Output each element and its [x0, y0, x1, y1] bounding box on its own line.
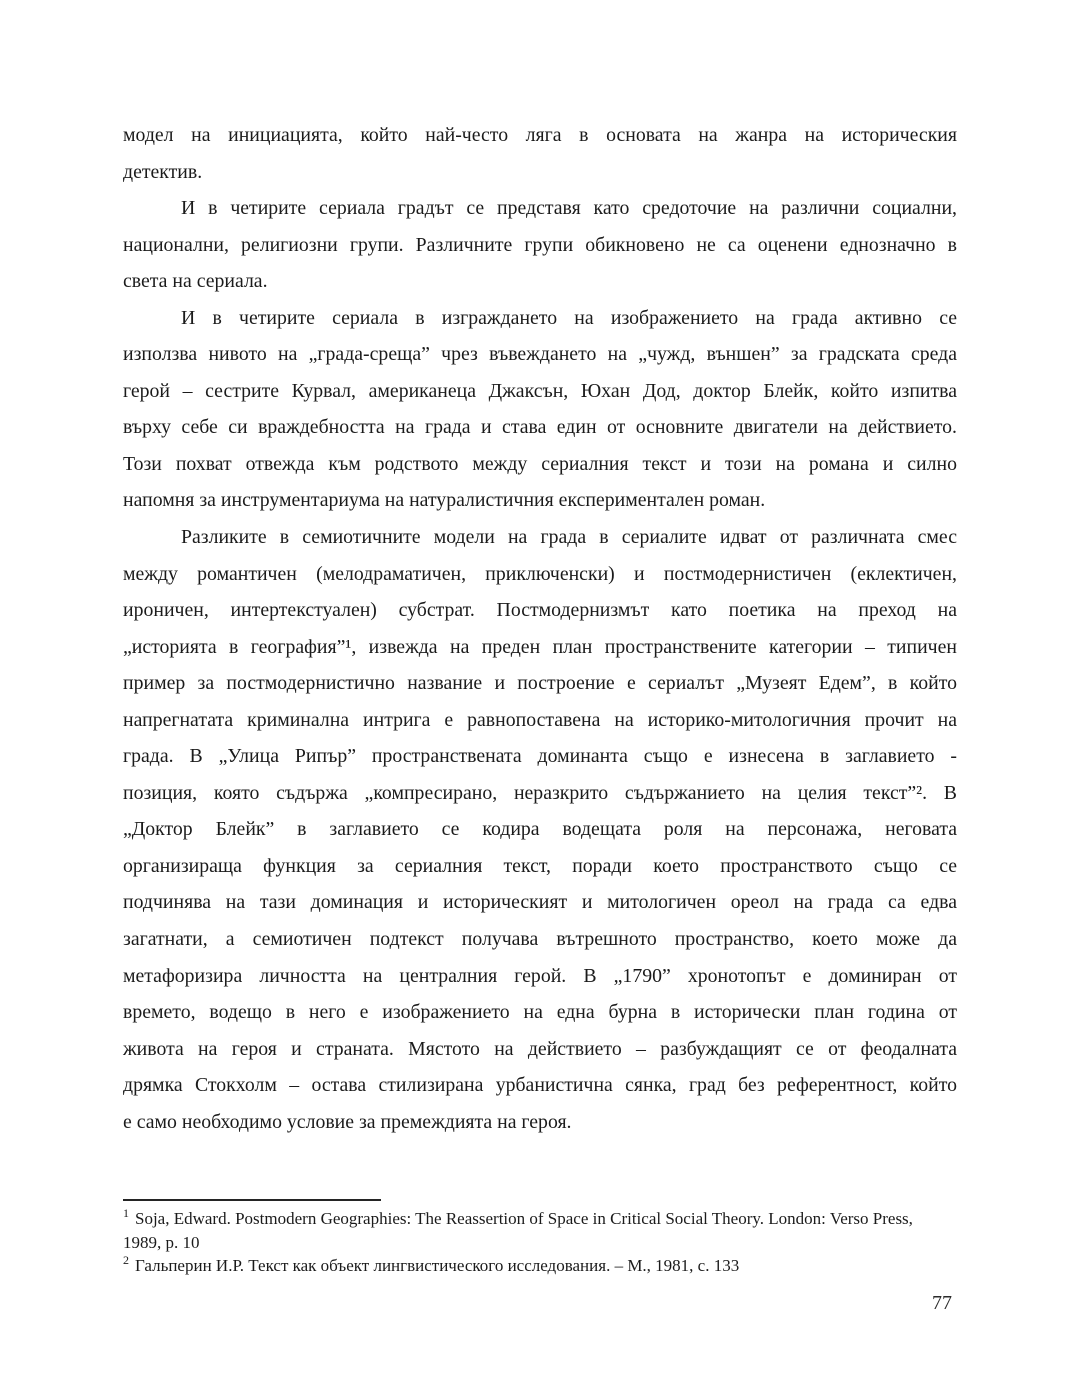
footnote-2: [123, 1254, 957, 1278]
body-text-line: организираща функция за сериалния текст, поради което пространството също се: [123, 854, 957, 877]
footnote-1-marker: 1: [123, 1206, 129, 1221]
body-text-line: „историята в география”¹, извежда на преден план пространствените категории – типичен: [123, 635, 957, 658]
body-text-line: използва нивото на „града-среща” чрез въвеждането на „чужд, външен” за градската среда: [123, 343, 957, 366]
body-text-line: позиция, която съдържа „компресирано, неразкрито съдържанието на целия текст”². В: [123, 781, 957, 804]
body-text: [123, 117, 957, 1140]
body-text-line: метафоризира личността на централния герой. В „1790” хронотопът е доминиран от: [123, 964, 957, 987]
body-text-line: „Доктор Блейк” в заглавието се кодира водещата роля на персонажа, неговата: [123, 818, 957, 841]
body-text-line: е само необходимо условие за премеждията на героя.: [123, 1110, 572, 1133]
body-text-line: напрегнатата криминална интрига е равнопоставена на историко-митологичния прочит на: [123, 708, 957, 731]
footnote-1-line-2: 1989, p. 10: [123, 1232, 200, 1252]
body-text-line: Този похват отвежда към родството между сериалния текст и този на романа и силно: [123, 452, 957, 475]
body-text-line: национални, религиозни групи. Различните групи обикновено не са оценени еднозначно в: [123, 233, 957, 256]
body-text-line: живота на героя и страната. Мястото на действието – разбуждащият се от феодалната: [123, 1037, 957, 1060]
body-text-line: герой – сестрите Курвал, американеца Джаксън, Юхан Дод, доктор Блейк, който изпитва: [123, 379, 957, 402]
body-text-line: ироничен, интертекстуален) субстрат. Постмодернизмът като поетика на преход на: [123, 599, 957, 622]
footnote-separator-rule: [123, 1199, 381, 1201]
body-text-line: Разликите в семиотичните модели на града в сериалите идват от различната смес: [181, 526, 957, 549]
page-number: 77: [932, 1292, 952, 1314]
body-text-line: напомня за инструментариума на натуралистичния експериментален роман.: [123, 489, 766, 512]
body-text-line: света на сериала.: [123, 270, 268, 293]
footnote-area: [123, 1199, 957, 1278]
body-text-line: И в четирите сериала градът се представя като средоточие на различни социални,: [181, 197, 957, 220]
body-text-line: пример за постмодернистично название и построение е сериалът „Музеят Едем”, в който: [123, 672, 957, 695]
body-text-line: между романтичен (мелодраматичен, приключенски) и постмодернистичен (еклектичен,: [123, 562, 957, 585]
body-text-line: модел на инициацията, който най-често ляга в основата на жанра на историческия: [123, 124, 957, 146]
body-text-line: подчинява на тази доминация и историческият и митологичен ореол на града са едва: [123, 891, 957, 914]
footnote-2-marker: 2: [123, 1253, 129, 1268]
body-text-line: детектив.: [123, 160, 203, 183]
body-text-line: града. В „Улица Рипър” пространствената доминанта също е изнесена в заглавието -: [123, 745, 957, 768]
body-text-line: върху себе си враждебността на града и става един от основните двигатели на действието.: [123, 416, 957, 439]
footnote-1: [123, 1207, 957, 1254]
body-text-line: времето, водещо в него е изображението на една бурна в исторически план година от: [123, 1001, 957, 1024]
body-text-line: загатнати, а семиотичен подтекст получава вътрешното пространство, което може да: [123, 928, 957, 951]
footnote-2-line-1: Гальперин И.Р. Текст как объект лингвистического исследования. – М., 1981, с. 133: [135, 1256, 740, 1275]
body-text-line: И в четирите сериала в изграждането на изображението на града активно се: [181, 306, 957, 329]
body-text-line: дрямка Стокхолм – остава стилизирана урбанистична сянка, град без референтност, който: [123, 1074, 957, 1097]
footnote-1-line-1: Soja, Edward. Postmodern Geographies: The Reassertion of Space in Critical Social Theory. London: Verso Press,: [135, 1209, 913, 1228]
